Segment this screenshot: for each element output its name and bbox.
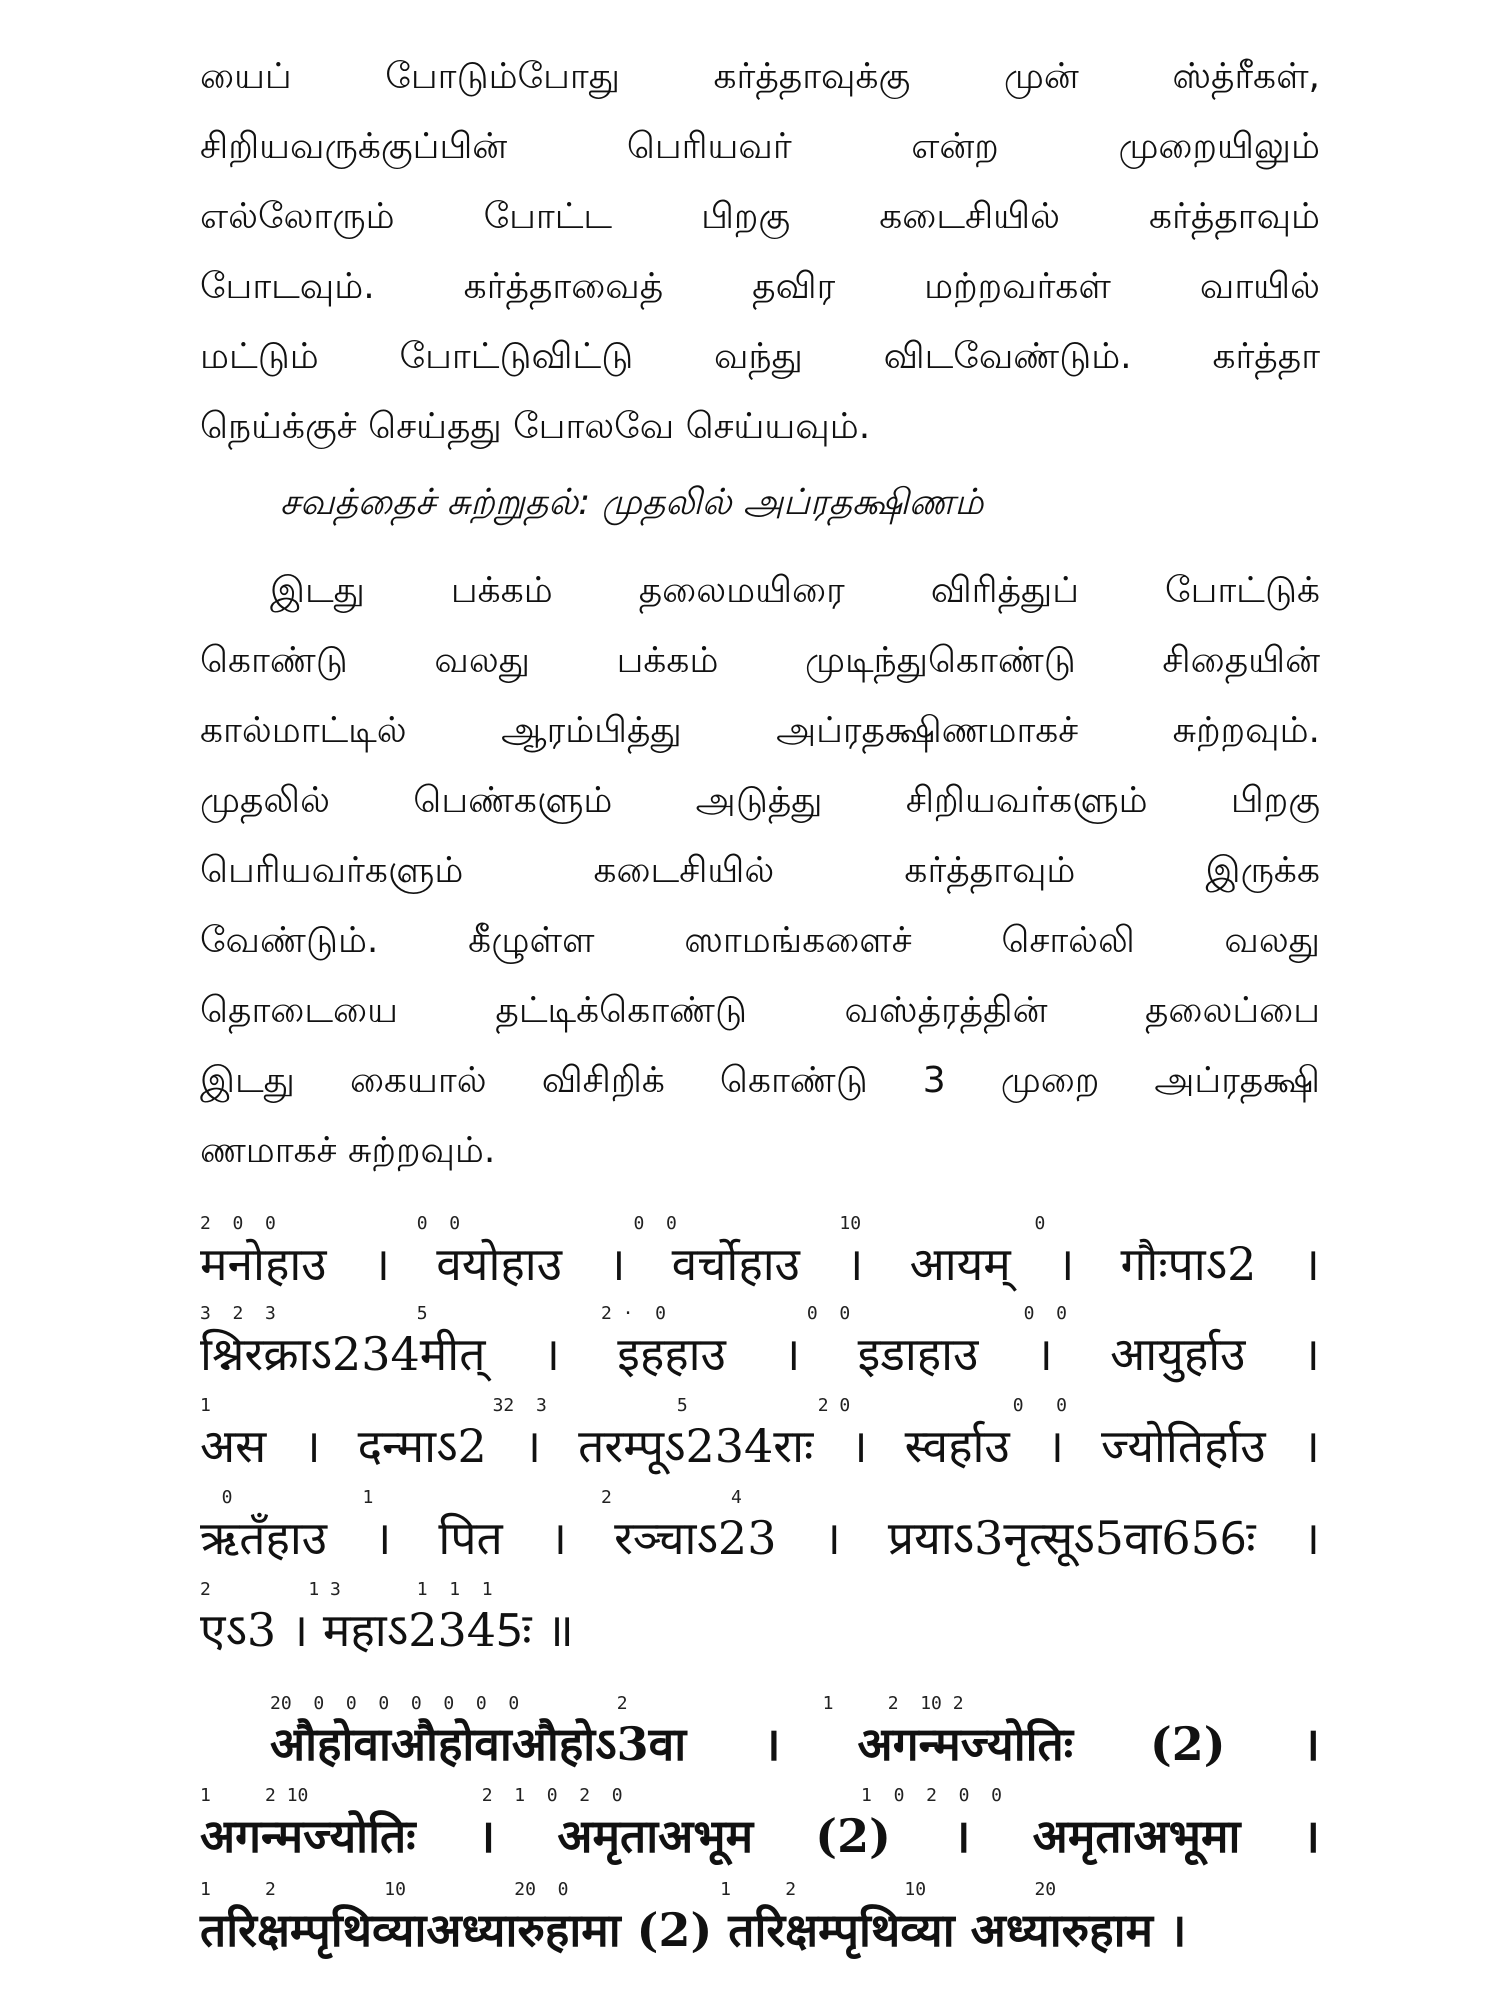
tamil-para-2-line-5: பெரியவர்களும் கடைசியில் கர்த்தாவும் இருக்க [200, 850, 1320, 891]
verse-text: औहोवाऔहोवाऔहोऽ3वा । अगन्मज्योतिः (2) । [270, 1717, 1320, 1771]
tamil-para-2-line-4: முதலில் பெண்களும் அடுத்து சிறியவர்களும் பிறகு [200, 780, 1320, 821]
tamil-para-2-line-6: வேண்டும். கீழுள்ள ஸாமங்களைச் சொல்லி வலது [200, 920, 1320, 961]
svara-marks: 2 1 3 1 1 1 [200, 1579, 493, 1600]
svara-marks: 20 0 0 0 0 0 0 0 2 1 2 10 2 [270, 1693, 964, 1714]
saman-1-line-1 [200, 1212, 1320, 1292]
tamil-para-2-line-7: தொடையை தட்டிக்கொண்டு வஸ்த்ரத்தின் தலைப்பை [200, 990, 1320, 1031]
tamil-para-1-line-1: யைப் போடும்போது கர்த்தாவுக்கு முன் ஸ்த்ரீகள், [200, 56, 1320, 97]
tamil-para-1-line-2: சிறியவருக்குப்பின் பெரியவர் என்ற முறையிலும் [200, 126, 1320, 167]
svara-marks: 1 2 10 2 1 0 2 0 1 0 2 0 0 [200, 1785, 1002, 1806]
tamil-para-2-line-8: இடது கையால் விசிறிக் கொண்டு 3 முறை அப்ரதக்ஷி [200, 1060, 1320, 1101]
saman-1-line-5 [200, 1578, 1320, 1658]
saman-2-line-2 [200, 1784, 1320, 1864]
section-heading: சவத்தைச் சுற்றுதல்: முதலில் அப்ரதக்ஷிணம் [280, 482, 984, 523]
svara-marks: 2 0 0 0 0 0 0 10 0 [200, 1213, 1046, 1234]
tamil-para-2-line-2: கொண்டு வலது பக்கம் முடிந்துகொண்டு சிதையின் [200, 640, 1320, 681]
tamil-para-1-line-5: மட்டும் போட்டுவிட்டு வந்து விடவேண்டும். கர்த்தா [200, 336, 1320, 377]
verse-text: मनोहाउ । वयोहाउ । वर्चोहाउ । आयम् । गौःपाऽ2 । [200, 1237, 1320, 1291]
saman-2-line-3 [200, 1878, 1320, 1958]
svara-marks: 0 1 2 4 [200, 1487, 742, 1508]
tamil-para-2-line-1: இடது பக்கம் தலைமயிரை விரித்துப் போட்டுக் [270, 570, 1320, 611]
saman-2-line-1 [270, 1692, 1320, 1772]
tamil-para-1-line-4: போடவும். கர்த்தாவைத் தவிர மற்றவர்கள் வாயில் [200, 266, 1320, 307]
verse-text: अगन्मज्योतिः । अमृताअभूम (2) । अमृताअभूमा । [200, 1809, 1320, 1863]
verse-text: तरिक्षम्पृथिव्याअध्यारुहामा (2) तरिक्षम्पृथिव्या अध्यारुहाम । [200, 1903, 1187, 1957]
svara-marks: 1 32 3 5 2 0 0 0 [200, 1395, 1067, 1416]
tamil-para-2-line-3: கால்மாட்டில் ஆரம்பித்து அப்ரதக்ஷிணமாகச் சுற்றவும். [200, 710, 1320, 751]
verse-text: एऽ3 । महाऽ2345ः ॥ [200, 1603, 574, 1657]
svara-marks: 3 2 3 5 2 · 0 0 0 0 0 [200, 1303, 1067, 1324]
verse-text: अस । दन्माऽ2 । तरम्पूऽ234राः । स्वर्हाउ । ज्योतिर्हाउ । [200, 1419, 1320, 1473]
saman-1-line-3 [200, 1394, 1320, 1474]
tamil-para-1-line-6: நெய்க்குச் செய்தது போலவே செய்யவும். [200, 406, 871, 447]
tamil-para-2-line-9: ணமாகச் சுற்றவும். [200, 1130, 496, 1171]
verse-text: श्निरक्राऽ234मीत् । इहहाउ । इडाहाउ । आयुर्हाउ । [200, 1327, 1320, 1381]
svara-marks: 1 2 10 20 0 1 2 10 20 [200, 1879, 1057, 1900]
saman-1-line-4 [200, 1486, 1320, 1566]
saman-1-line-2 [200, 1302, 1320, 1382]
verse-text: ऋतँहाउ । पित । रञ्चाऽ23 । प्रयाऽ3नृत्सूऽ5वा656ः । [200, 1511, 1320, 1565]
tamil-para-1-line-3: எல்லோரும் போட்ட பிறகு கடைசியில் கர்த்தாவும் [200, 196, 1320, 237]
